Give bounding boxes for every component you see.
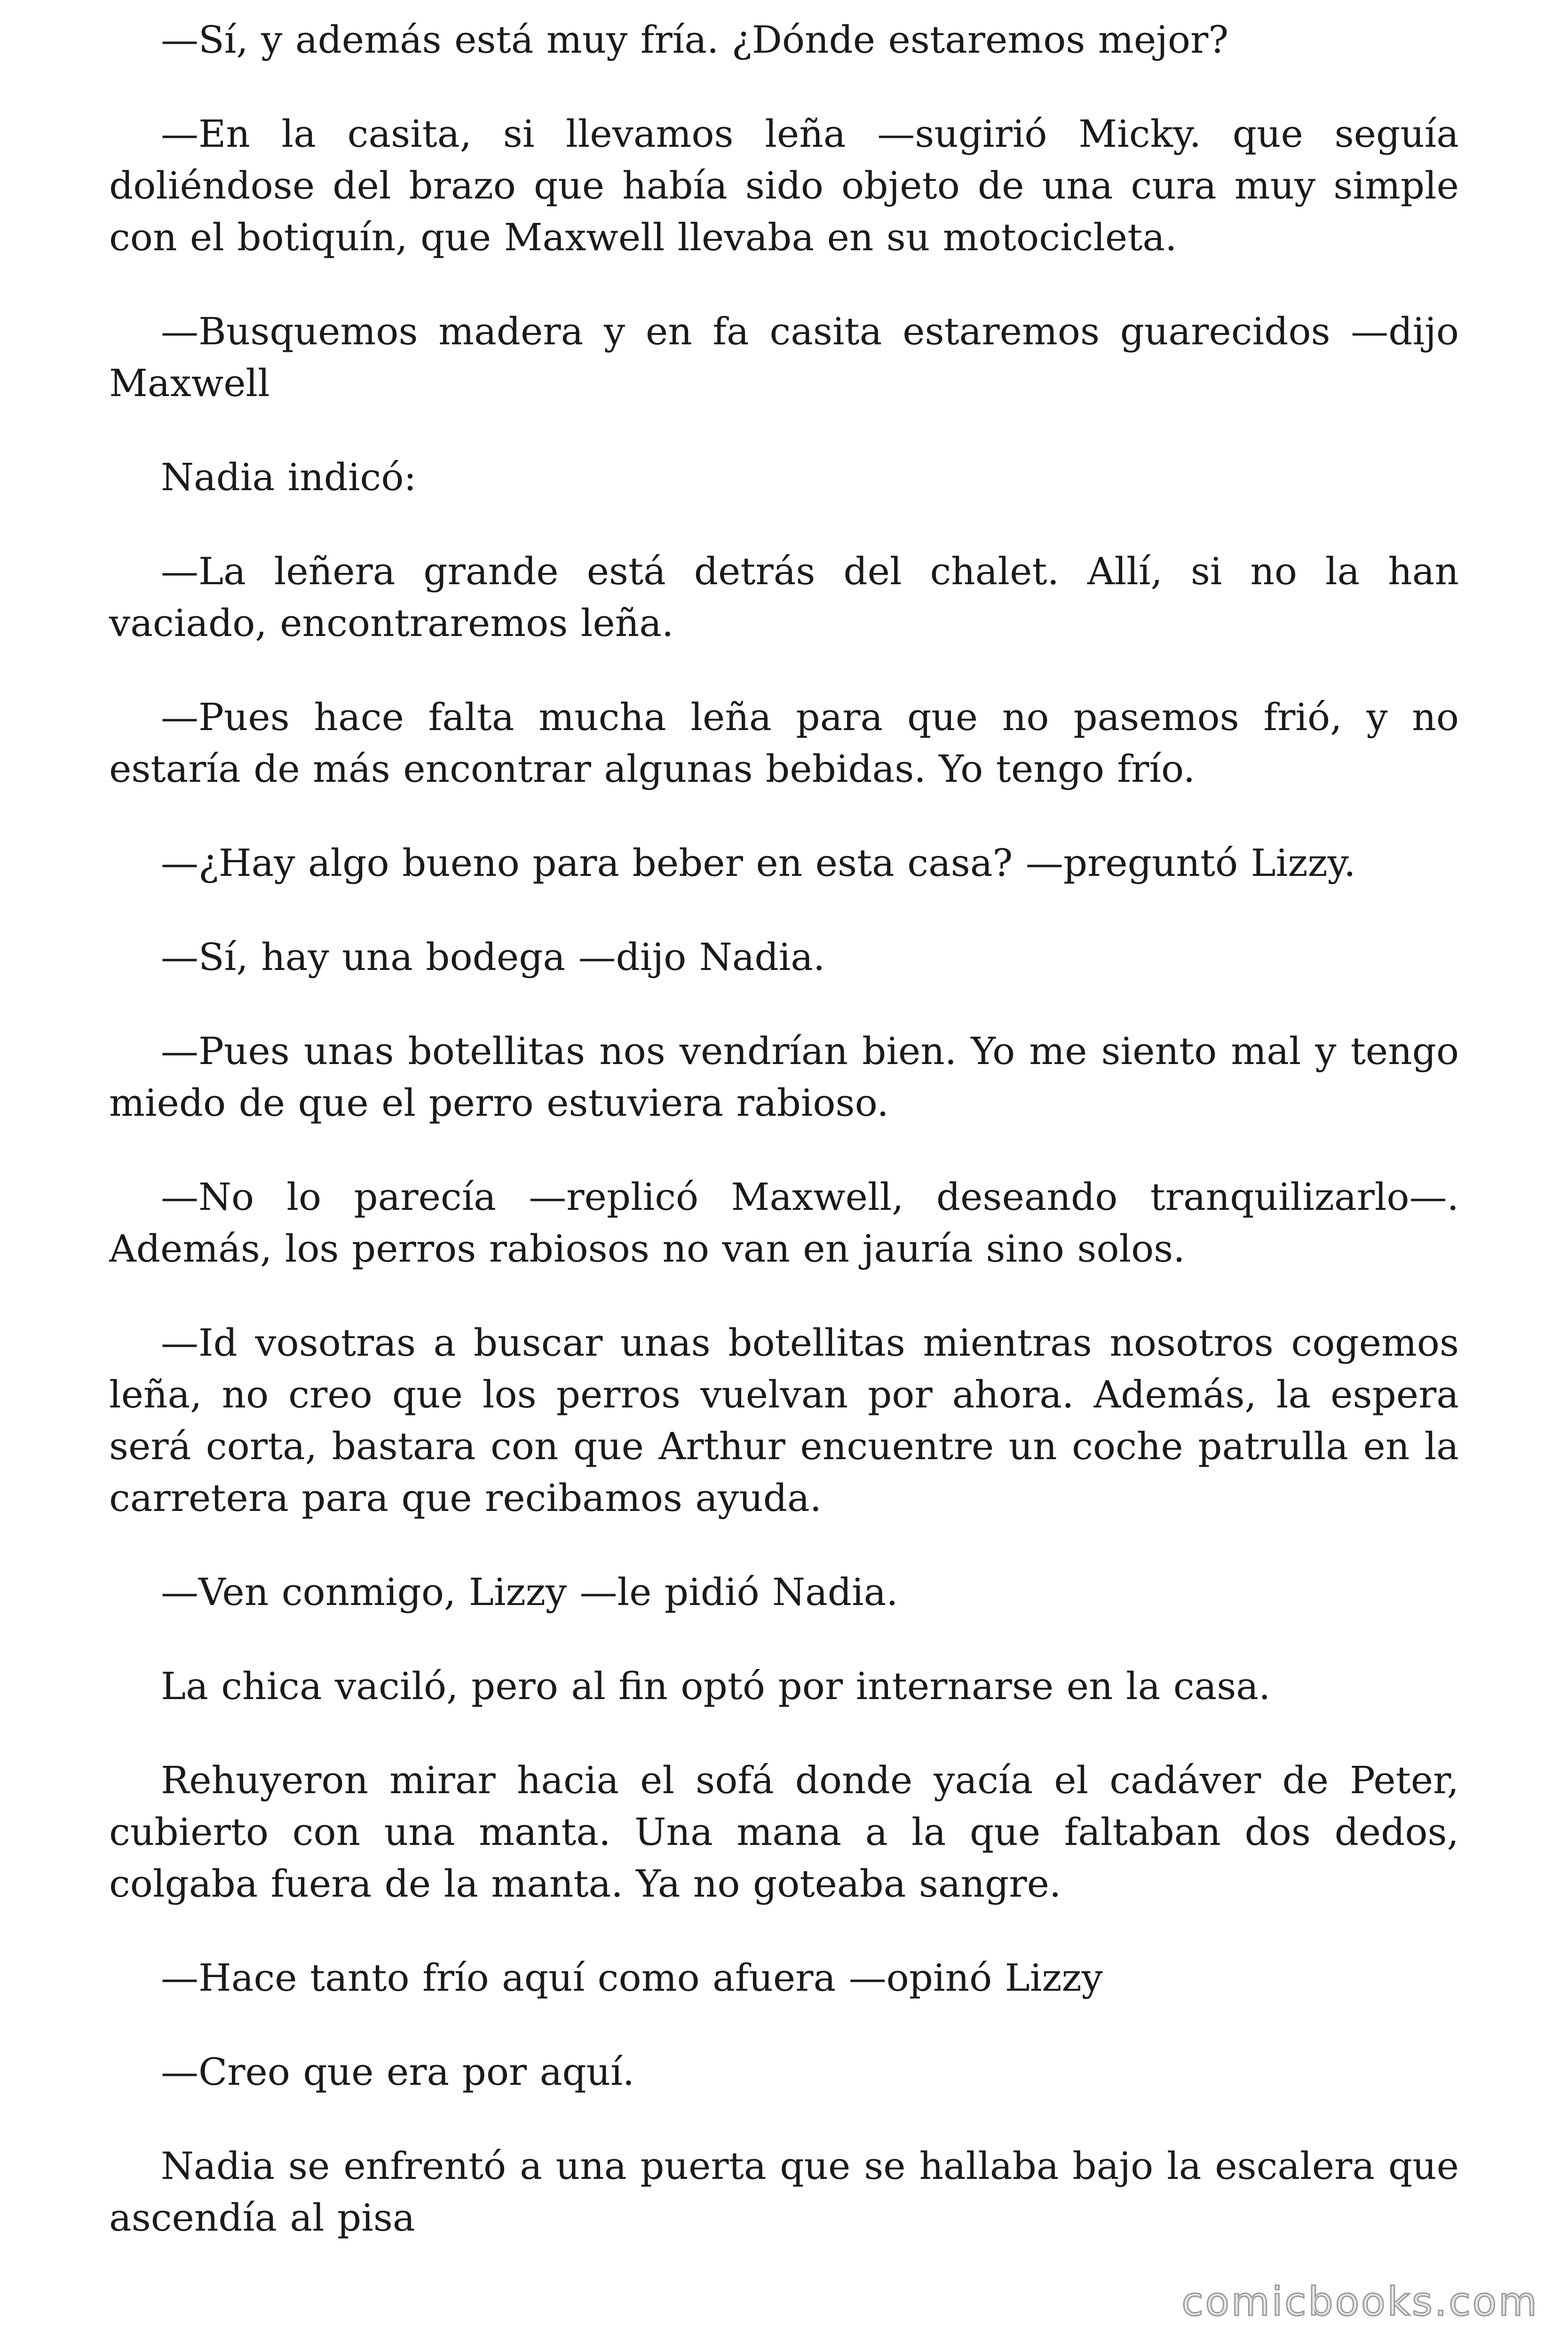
paragraph-5: —La leñera grande está detrás del chalet. Allí, si no la han vaciado, encontraremos leña. <box>109 549 1459 645</box>
paragraph-4: Nadia indicó: <box>161 455 417 499</box>
paragraph-7: —¿Hay algo bueno para beber en esta casa? —preguntó Lizzy. <box>161 841 1356 885</box>
paragraph-6: —Pues hace falta mucha leña para que no pasemos frió, y no estaría de más encontrar algunas bebidas. Yo tengo frío. <box>109 695 1459 791</box>
paragraph-9: —Pues unas botellitas nos vendrían bien. Yo me siento mal y tengo miedo de que el perro estuviera rabioso. <box>109 1029 1459 1125</box>
paragraph-17: Nadia se enfrentó a una puerta que se hallaba bajo la escalera que ascendía al pisa <box>109 2144 1459 2240</box>
paragraph-10: —No lo parecía —replicó Maxwell, deseando tranquilizarlo—. Además, los perros rabiosos no van en jauría sino solos. <box>109 1175 1459 1271</box>
paragraph-15: —Hace tanto frío aquí como afuera —opinó Lizzy <box>161 1956 1103 2000</box>
paragraph-1: —Sí, y además está muy fría. ¿Dónde estaremos mejor? <box>161 18 1229 62</box>
paragraph-8: —Sí, hay una bodega —dijo Nadia. <box>161 935 825 979</box>
paragraph-13: La chica vaciló, pero al fin optó por internarse en la casa. <box>161 1664 1271 1708</box>
page-body <box>109 14 1459 2286</box>
watermark: comicbooks.com <box>1181 2279 1539 2325</box>
paragraph-2: —En la casita, si llevamos leña —sugirió Micky. que seguía doliéndose del brazo que había sido objeto de una cura muy simple con el botiquín, que Maxwell llevaba en su motocicleta. <box>109 112 1459 259</box>
paragraph-12: —Ven conmigo, Lizzy —le pidió Nadia. <box>161 1570 898 1614</box>
paragraph-3: —Busquemos madera y en fa casita estaremos guarecidos —dijo Maxwell <box>109 310 1459 405</box>
paragraph-14: Rehuyeron mirar hacia el sofá donde yacía el cadáver de Peter, cubierto con una manta. Una mana a la que faltaban dos dedos, colgaba fuera de la manta. Ya no goteaba sangre. <box>109 1758 1459 1906</box>
paragraph-11: —Id vosotras a buscar unas botellitas mientras nosotros cogemos leña, no creo que los perros vuelvan por ahora. Además, la espera será corta, bastara con que Arthur encuentre un coche patrulla en la carretera para que recibamos ayuda. <box>109 1321 1459 1520</box>
paragraph-16: —Creo que era por aquí. <box>161 2050 635 2094</box>
